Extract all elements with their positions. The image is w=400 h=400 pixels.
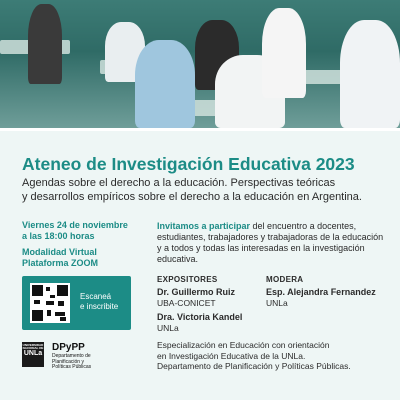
invitation-lead: Invitamos a participar: [157, 221, 251, 231]
speaker-name: Dra. Victoria Kandel: [157, 312, 243, 322]
event-title: Ateneo de Investigación Educativa 2023: [22, 154, 355, 174]
moderator-name: Esp. Alejandra Fernandez: [266, 287, 376, 297]
invitation-body: del encuentro a docentes, estudiantes, trabajadores y trabajadoras de la educación y a todos y todas las interesadas en la investigación educativa.: [157, 221, 384, 264]
speaker-institution: UBA-CONICET: [157, 298, 216, 308]
organizer-line: Departamento de Planificación y Políticas Públicas.: [157, 361, 351, 371]
organizer-text: [157, 340, 389, 372]
event-subtitle: [22, 177, 387, 204]
unla-logo-text: UNLa: [23, 350, 43, 357]
subtitle-line: Agendas sobre el derecho a la educación. Perspectivas teóricas: [22, 177, 336, 189]
event-mode: Modalidad Virtual: [22, 247, 97, 257]
hero-photo: [0, 0, 400, 128]
moderator-heading: MODERA: [266, 275, 304, 284]
schedule: [22, 220, 142, 269]
dpypp-logo-sub: Departamento de Planificación y Políticas Públicas: [52, 353, 92, 370]
unla-logo: [22, 342, 44, 367]
student-figure: [28, 4, 62, 84]
speaker-name: Dr. Guillermo Ruiz: [157, 287, 236, 297]
event-time: a las 18:00 horas: [22, 231, 95, 241]
speakers-heading: EXPOSITORES: [157, 275, 218, 284]
student-figure: [262, 8, 306, 98]
registration-cta: [80, 292, 118, 312]
qr-code-icon[interactable]: [30, 283, 70, 323]
subtitle-line: y desarrollos empíricos sobre el derecho a la educación en Argentina.: [22, 190, 362, 203]
unla-logo-top: UNIVERSIDAD NACIONAL DE: [22, 343, 44, 350]
student-figure: [340, 20, 400, 128]
student-figure: [135, 40, 195, 128]
organizer-line: en Investigación Educativa de la UNLa.: [157, 350, 306, 361]
event-date: Viernes 24 de noviembre: [22, 220, 128, 230]
registration-qr-card[interactable]: [22, 276, 131, 330]
event-platform: Plataforma ZOOM: [22, 258, 99, 268]
moderator-institution: UNLa: [266, 298, 288, 308]
dpypp-logo: DPyPP: [52, 342, 85, 353]
cta-line: Escaneá: [80, 292, 112, 301]
speaker-institution: UNLa: [157, 323, 179, 333]
cta-line: e inscribite: [80, 302, 119, 311]
organizer-line: Especialización en Educación con orientación: [157, 340, 330, 350]
invitation-text: [157, 221, 389, 265]
